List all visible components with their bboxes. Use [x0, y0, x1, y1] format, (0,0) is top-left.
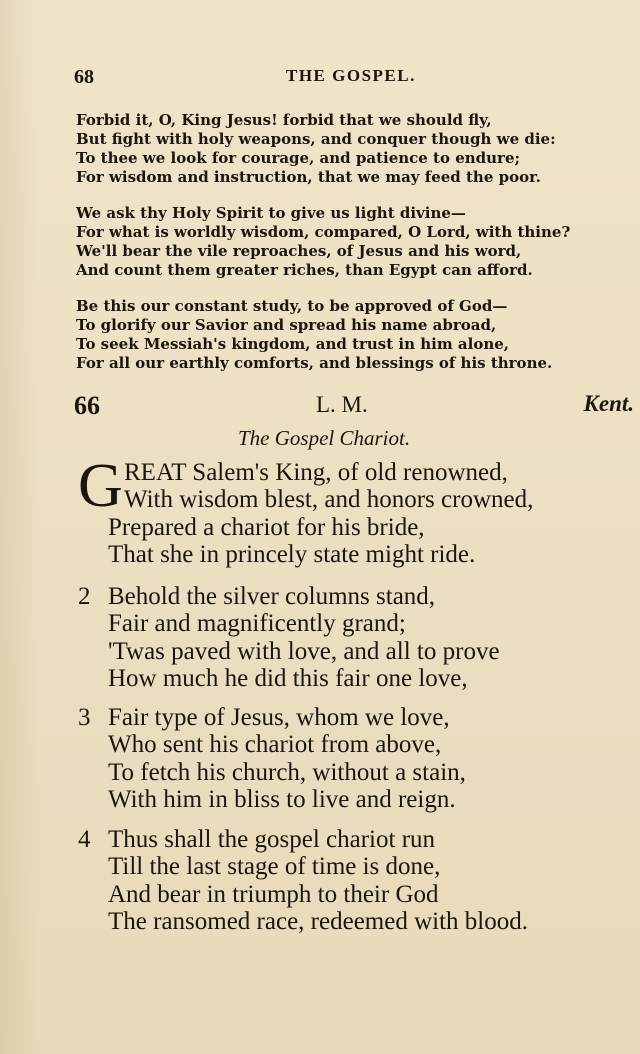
prior-hymn-stanza — [76, 297, 636, 373]
running-title: THE GOSPEL. — [286, 66, 416, 85]
hymn-verse — [78, 826, 638, 936]
verse-line — [78, 826, 638, 853]
stanza-line: To thee we look for courage, and patience to endure; — [76, 149, 521, 167]
verse-number: 3 — [78, 704, 91, 731]
prior-hymn-stanza — [76, 111, 636, 187]
verse-line-text: REAT Salem's King, of old renowned, — [124, 459, 508, 486]
verse-line-text: With wisdom blest, and honors crowned, — [124, 486, 534, 514]
verse-line: To fetch his church, without a stain, — [108, 758, 466, 786]
verse-line: The ransomed race, redeemed with blood. — [108, 908, 528, 936]
verse-line-text: Thus shall the gospel chariot run — [108, 826, 436, 853]
verse-line: And bear in triumph to their God — [108, 880, 439, 908]
stanza-line: To glorify our Savior and spread his name abroad, — [76, 316, 497, 334]
stanza-line: And count them greater riches, than Egypt can afford. — [76, 261, 533, 279]
stanza-line: Be this our constant study, to be approved of God— — [76, 297, 508, 315]
hymn-meter: L. M. — [316, 392, 368, 417]
verse-line: With him in bliss to live and reign. — [108, 786, 456, 814]
stanza-line: We'll bear the vile reproaches, of Jesus and his word, — [76, 242, 522, 260]
verse-line — [78, 704, 638, 731]
running-head — [74, 66, 594, 88]
verse-line — [78, 583, 638, 610]
hymn-number: 66 — [74, 391, 100, 420]
hymn-verse — [78, 704, 638, 814]
verse-number: 4 — [78, 826, 91, 853]
tune-name: Kent. — [583, 391, 634, 416]
drop-cap: G — [78, 452, 123, 520]
stanza-line: For what is worldly wisdom, compared, O Lord, with thine? — [76, 223, 571, 241]
verse-line — [78, 486, 638, 513]
prior-hymn-stanza — [76, 204, 636, 280]
stanza-line: For all our earthly comforts, and blessings of his throne. — [76, 354, 553, 372]
stanza-line: Forbid it, O, King Jesus! forbid that we should fly, — [76, 111, 492, 129]
stanza-line: We ask thy Holy Spirit to give us light divine— — [76, 204, 466, 222]
verse-number: 2 — [78, 583, 91, 610]
verse-line: That she in princely state might ride. — [108, 541, 476, 569]
hymn-verse — [78, 452, 638, 569]
verse-line: Who sent his chariot from above, — [108, 731, 442, 759]
verse-line: 'Twas paved with love, and all to prove — [108, 637, 500, 665]
hymn-header — [74, 391, 640, 421]
verse-line-text: Fair type of Jesus, whom we love, — [108, 704, 450, 731]
stanza-line: For wisdom and instruction, that we may feed the poor. — [76, 168, 541, 186]
verse-line: Till the last stage of time is done, — [108, 853, 441, 881]
verse-line: Fair and magnificently grand; — [108, 610, 406, 638]
verse-line: Prepared a chariot for his bride, — [108, 513, 425, 541]
verse-line: How much he did this fair one love, — [108, 665, 468, 693]
stanza-line: But fight with holy weapons, and conquer though we die: — [76, 130, 556, 148]
page-number: 68 — [74, 66, 94, 88]
hymn-title: The Gospel Chariot. — [238, 426, 411, 450]
hymn-verse — [78, 583, 638, 693]
stanza-line: To seek Messiah's kingdom, and trust in him alone, — [76, 335, 510, 353]
verse-line-text: Behold the silver columns stand, — [108, 583, 436, 610]
